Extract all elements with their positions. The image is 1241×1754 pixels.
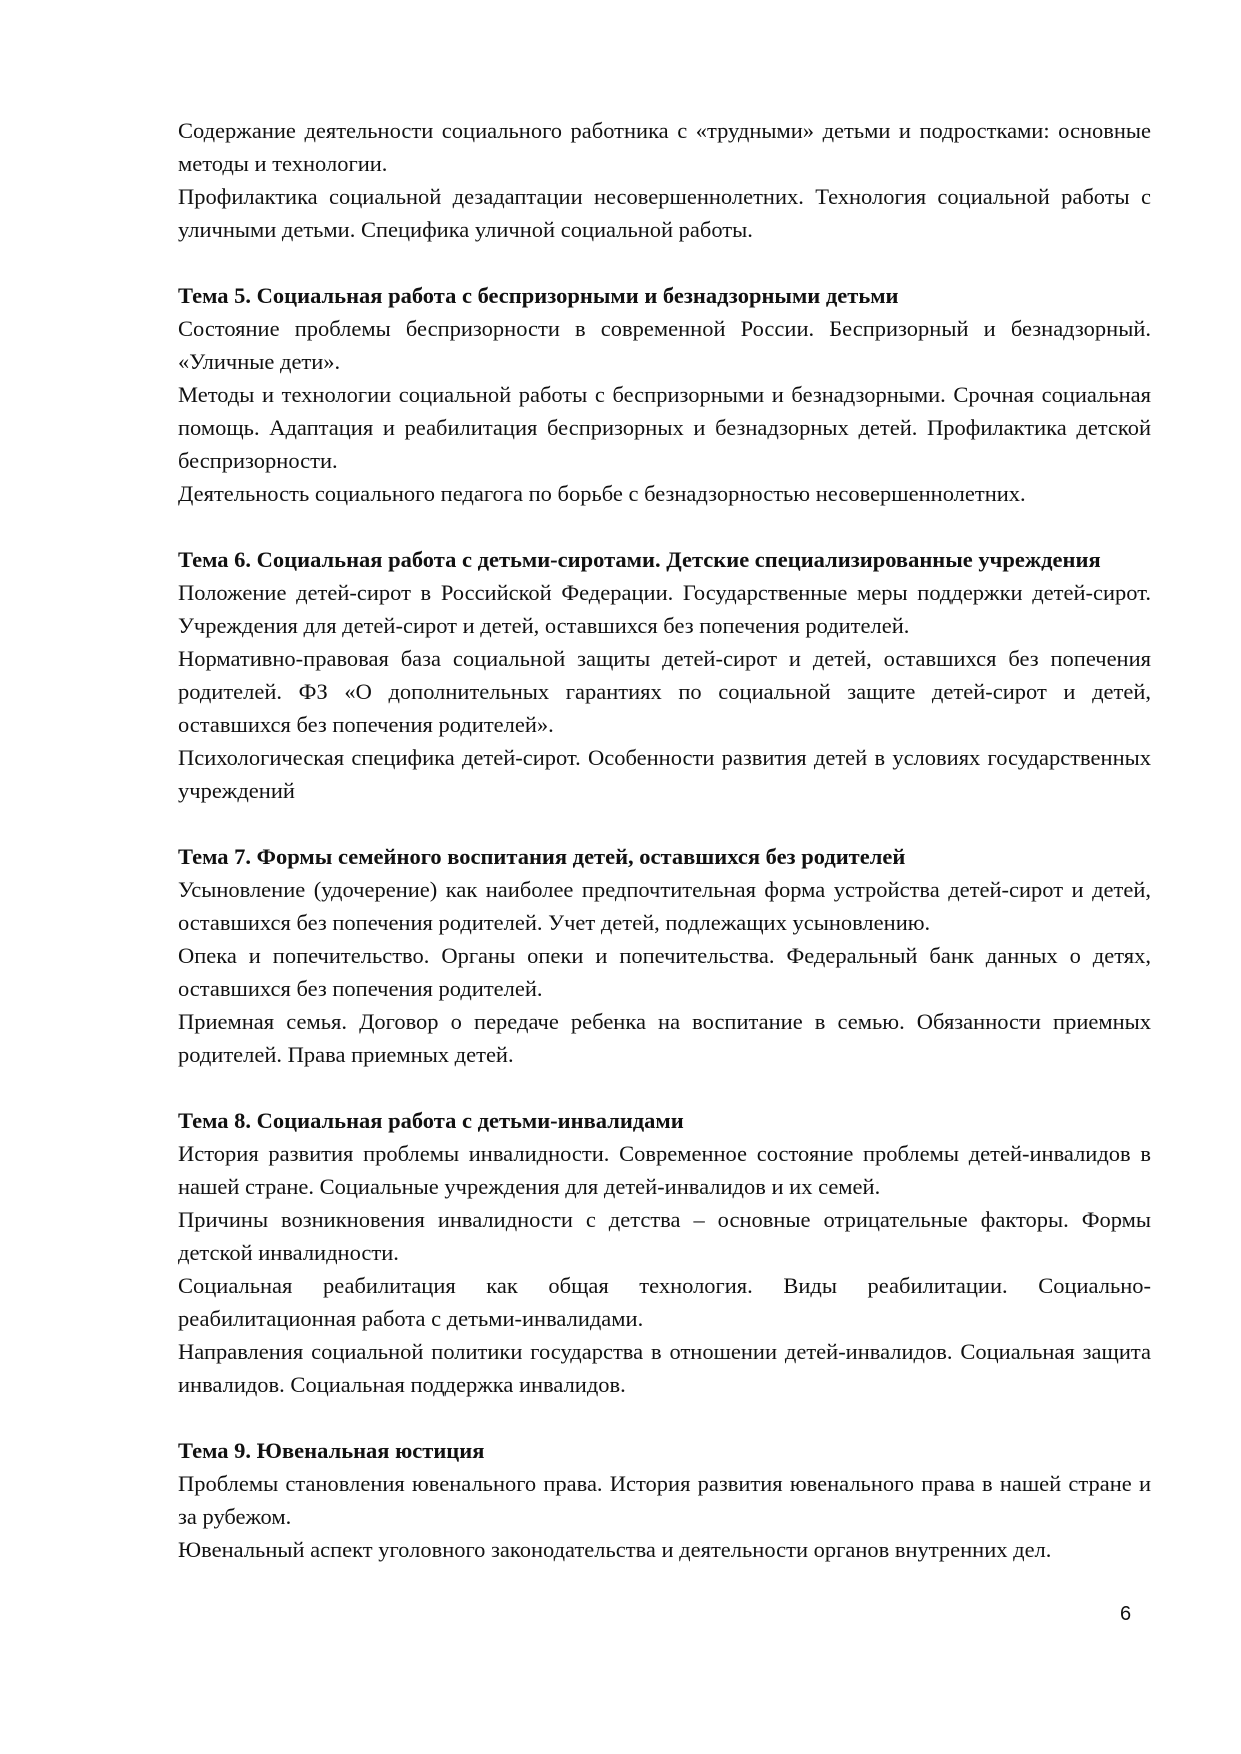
section-spacer	[178, 1071, 1151, 1104]
section-title: Тема 7. Формы семейного воспитания детей, оставшихся без родителей	[178, 844, 906, 869]
section-title: Тема 6. Социальная работа с детьми-сиротами. Детские специализированные учреждения	[178, 547, 1101, 572]
section-paragraph: История развития проблемы инвалидности. Современное состояние проблемы детей-инвалидов в нашей стране. Социальные учреждения для детей-инвалидов и их семей.	[178, 1141, 1151, 1199]
section-paragraph: Направления социальной политики государства в отношении детей-инвалидов. Социальная защита инвалидов. Социальная поддержка инвалидов.	[178, 1339, 1151, 1397]
section-paragraph: Причины возникновения инвалидности с детства – основные отрицательные факторы. Формы детской инвалидности.	[178, 1207, 1151, 1265]
section-spacer	[178, 1401, 1151, 1434]
section-paragraph: Социальная реабилитация как общая технология. Виды реабилитации. Социально-реабилитационная работа с детьми-инвалидами.	[178, 1273, 1151, 1331]
section-title: Тема 9. Ювенальная юстиция	[178, 1438, 485, 1463]
section-paragraph: Деятельность социального педагога по борьбе с безнадзорностью несовершеннолетних.	[178, 481, 1026, 506]
section-spacer	[178, 807, 1151, 840]
section-topic-5	[178, 279, 1151, 510]
section-topic-9	[178, 1434, 1151, 1566]
section-paragraph: Усыновление (удочерение) как наиболее предпочтительная форма устройства детей-сирот и детей, оставшихся без попечения родителей. Учет детей, подлежащих усыновлению.	[178, 877, 1151, 935]
section-paragraph: Приемная семья. Договор о передаче ребенка на воспитание в семью. Обязанности приемных родителей. Права приемных детей.	[178, 1009, 1151, 1067]
document-page	[178, 114, 1151, 1566]
section-paragraph: Психологическая специфика детей-сирот. Особенности развития детей в условиях государственных учреждений	[178, 745, 1151, 803]
section-paragraph: Ювенальный аспект уголовного законодательства и деятельности органов внутренних дел.	[178, 1537, 1052, 1562]
section-topic-8	[178, 1104, 1151, 1401]
section-title: Тема 8. Социальная работа с детьми-инвалидами	[178, 1108, 684, 1133]
section-spacer	[178, 246, 1151, 279]
section-paragraph: Нормативно-правовая база социальной защиты детей-сирот и детей, оставшихся без попечения родителей. ФЗ «О дополнительных гарантиях по социальной защите детей-сирот и детей, оставшихся без попечения родителей».	[178, 646, 1151, 737]
section-title: Тема 5. Социальная работа с беспризорными и безнадзорными детьми	[178, 283, 899, 308]
section-paragraph: Проблемы становления ювенального права. История развития ювенального права в нашей стране и за рубежом.	[178, 1471, 1151, 1529]
section-paragraph: Опека и попечительство. Органы опеки и попечительства. Федеральный банк данных о детях, оставшихся без попечения родителей.	[178, 943, 1151, 1001]
intro-paragraph-1: Содержание деятельности социального работника с «трудными» детьми и подростками: основные методы и технологии.	[178, 118, 1151, 176]
section-paragraph: Методы и технологии социальной работы с беспризорными и безнадзорными. Срочная социальная помощь. Адаптация и реабилитация беспризорных и безнадзорных детей. Профилактика детской беспризорности.	[178, 382, 1151, 473]
section-paragraph: Состояние проблемы беспризорности в современной России. Беспризорный и безнадзорный. «Уличные дети».	[178, 316, 1151, 374]
section-topic-6	[178, 543, 1151, 807]
section-spacer	[178, 510, 1151, 543]
section-topic-7	[178, 840, 1151, 1071]
page-number: 6	[1120, 1603, 1132, 1625]
section-paragraph: Положение детей-сирот в Российской Федерации. Государственные меры поддержки детей-сирот. Учреждения для детей-сирот и детей, оставшихся без попечения родителей.	[178, 580, 1151, 638]
intro-paragraph-2: Профилактика социальной дезадаптации несовершеннолетних. Технология социальной работы с уличными детьми. Специфика уличной социальной работы.	[178, 184, 1151, 242]
